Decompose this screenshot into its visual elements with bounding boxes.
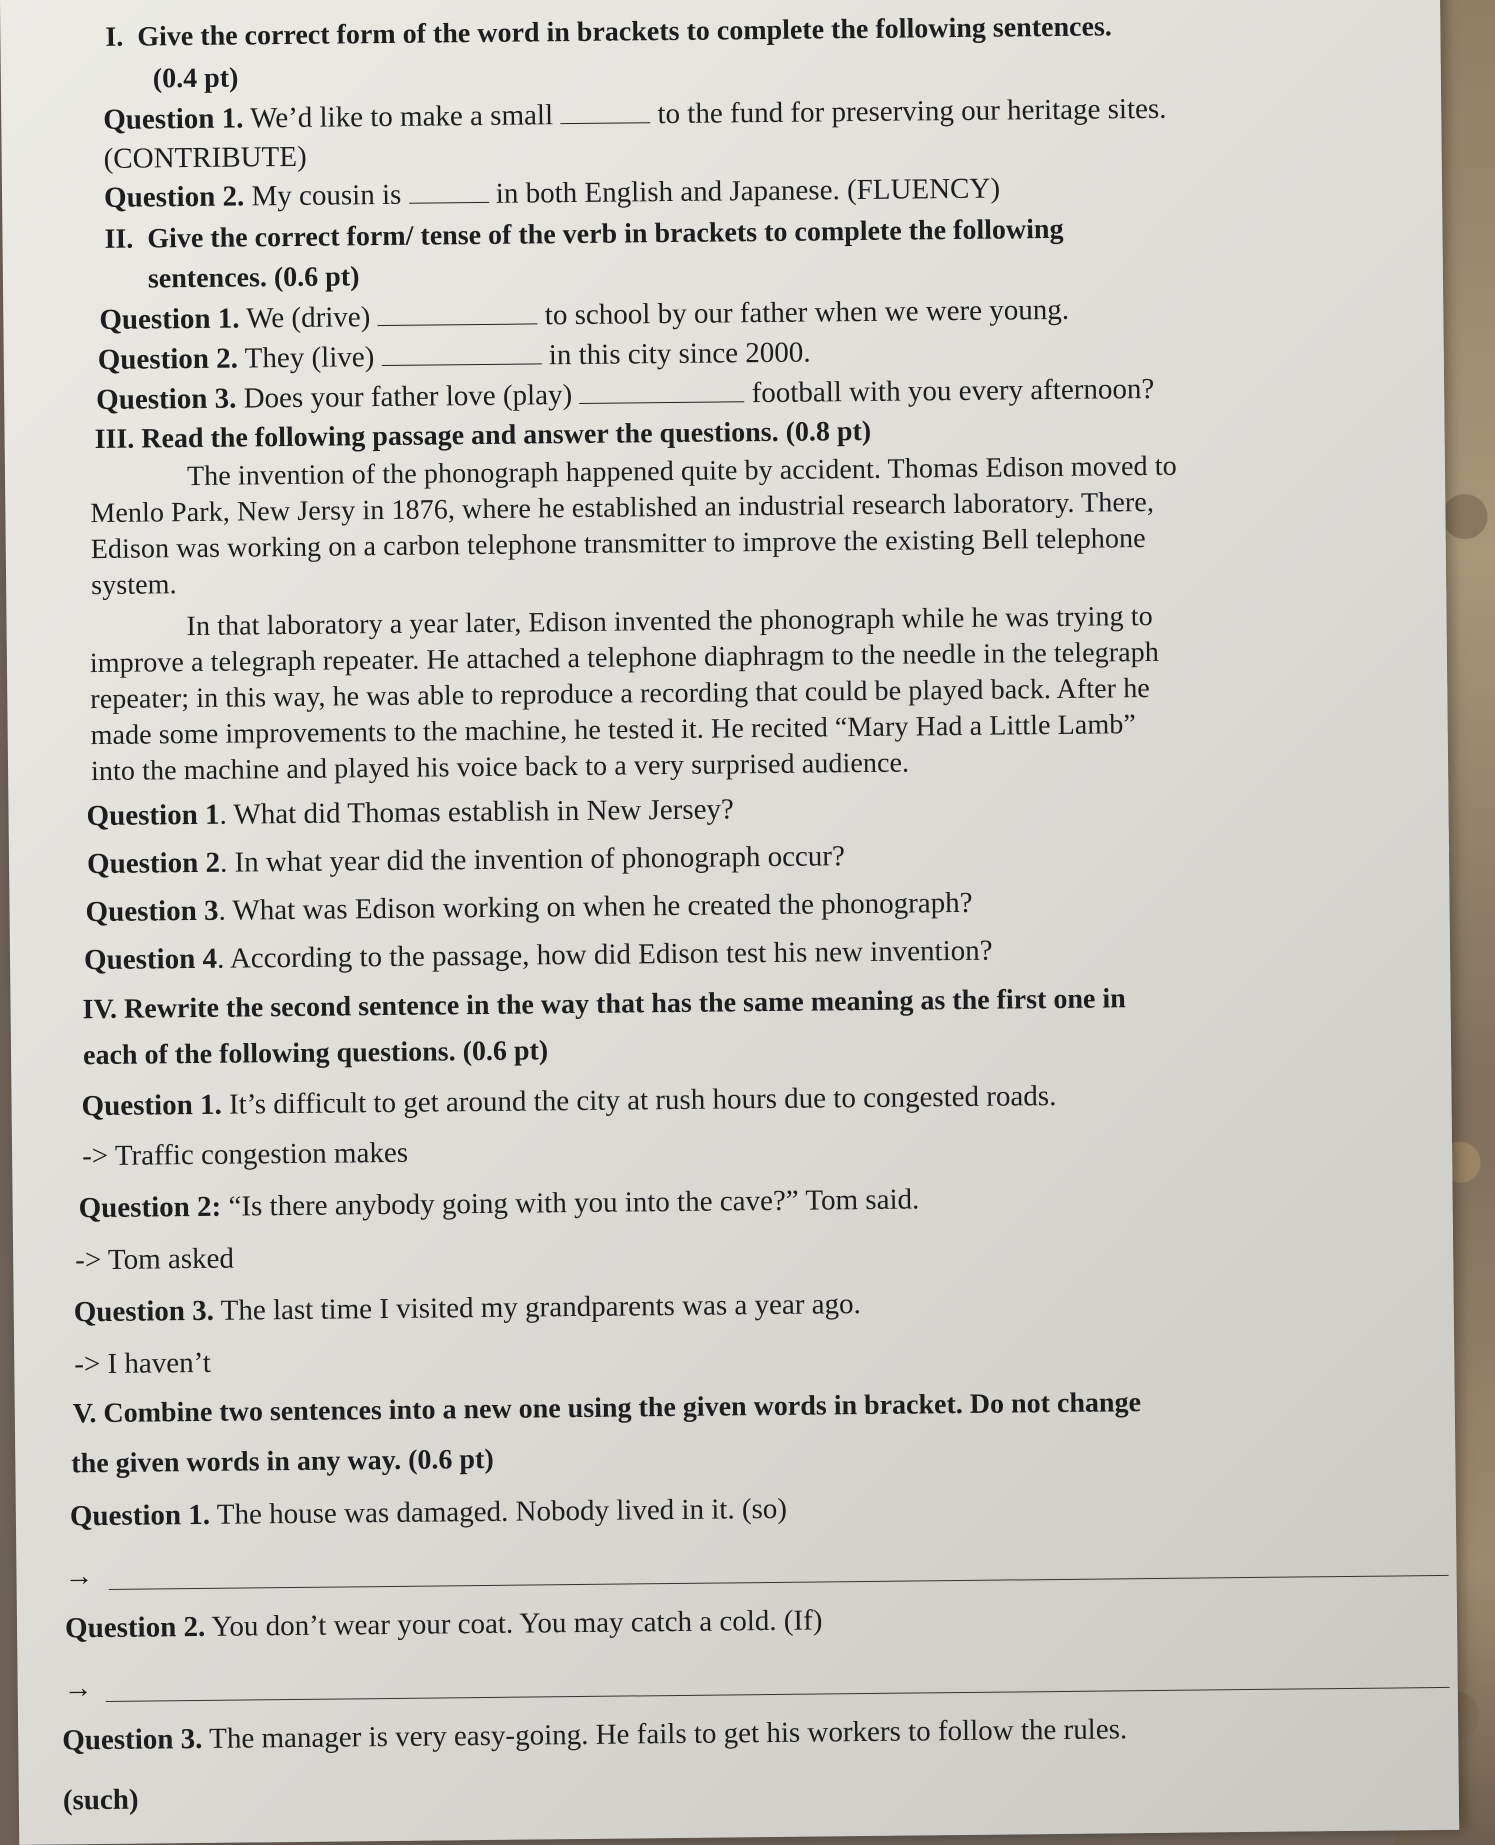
answer-blank[interactable] <box>408 180 488 204</box>
question-label: Question 3 <box>85 894 219 929</box>
question-text: “Is there anybody going with you into the cave?” Tom said. <box>228 1183 920 1223</box>
passage-p1-line2: Menlo Park, New Jersy in 1876, where he established an industrial research laboratory. There, <box>90 486 1155 530</box>
passage-p1-line3: Edison was working on a carbon telephone transmitter to improve the existing Bell telephone <box>90 523 1146 566</box>
question-label: Question 2. <box>97 342 239 376</box>
section-1-points: (0.4 pt) <box>152 62 239 95</box>
question-text: My cousin is <box>251 178 402 213</box>
s4-answer-3[interactable]: -> I haven’t <box>74 1346 212 1381</box>
question-label: Question 1. <box>81 1088 222 1123</box>
question-text: . According to the passage, how did Edison test his new invention? <box>216 934 993 975</box>
question-text: We (drive) <box>246 301 371 335</box>
s4-question-1 <box>81 1079 1056 1123</box>
s3-question-3 <box>85 886 972 929</box>
passage-p2-line3: repeater; in this way, he was able to reproduce a recording that could be played back. After he <box>90 672 1151 716</box>
s3-question-2 <box>87 839 845 881</box>
question-text: The house was damaged. Nobody lived in it. (so) <box>216 1492 788 1531</box>
passage-p1-line1: The invention of the phonograph happened quite by accident. Thomas Edison moved to <box>186 450 1177 493</box>
question-text: You don’t wear your coat. You may catch a cold. (If) <box>211 1604 823 1643</box>
question-text: to school by our father when we were young. <box>544 293 1070 332</box>
section-5-heading-line2: the given words in any way. (0.6 pt) <box>71 1443 494 1480</box>
s1-question-1 <box>103 92 1167 137</box>
s2-question-2 <box>98 336 811 377</box>
question-label: Question 3. <box>62 1722 203 1757</box>
section-5-heading: V. Combine two sentences into a new one using the given words in bracket. Do not change <box>72 1387 1142 1430</box>
passage-p2-line1: In that laboratory a year later, Edison invented the phonograph while he was trying to <box>186 600 1153 643</box>
s1-question-2 <box>104 172 1000 215</box>
s4-answer-1[interactable]: -> Traffic congestion makes <box>81 1136 409 1173</box>
question-label: Question 3. <box>96 382 237 417</box>
question-label: Question 3. <box>73 1294 215 1329</box>
s4-question-2 <box>78 1182 919 1225</box>
question-text: The last time I visited my grandparents was a year ago. <box>220 1288 862 1327</box>
s4-question-3 <box>74 1287 861 1329</box>
question-label: Question 2: <box>78 1190 222 1225</box>
section-1-heading: I. Give the correct form of the word in brackets to complete the following sentences. <box>105 11 1112 53</box>
s4-answer-2[interactable]: -> Tom asked <box>75 1242 235 1277</box>
section-2-heading-line2: sentences. (0.6 pt) <box>147 261 360 295</box>
question-label: Question 1. <box>69 1498 211 1533</box>
answer-blank[interactable] <box>560 100 650 124</box>
passage-p2-line5: into the machine and played his voice back to a very surprised audience. <box>90 747 910 788</box>
passage-p2-line2: improve a telegraph repeater. He attached a telephone diaphragm to the needle in the telegraph <box>89 636 1160 680</box>
s5-answer-line-1[interactable] <box>109 1575 1449 1590</box>
answer-blank[interactable] <box>381 341 541 366</box>
s5-question-2 <box>65 1603 823 1645</box>
question-text: It’s difficult to get around the city at rush hours due to congested roads. <box>228 1079 1057 1121</box>
question-label: Question 1. <box>99 302 240 336</box>
question-text: They (live) <box>244 341 375 375</box>
section-2-heading: II. Give the correct form/ tense of the verb in brackets to complete the following <box>104 213 1064 255</box>
question-label: Question 2. <box>103 180 245 214</box>
section-3-heading: III. Read the following passage and answer the questions. (0.8 pt) <box>94 415 872 456</box>
passage-p2-line4: made some improvements to the machine, he tested it. He recited “Mary Had a Little Lamb” <box>90 709 1137 752</box>
answer-blank[interactable] <box>377 301 537 326</box>
s5-question-3 <box>62 1712 1127 1757</box>
question-text: in both English and Japanese. (FLUENCY) <box>495 172 1001 210</box>
question-text: The manager is very easy-going. He fails to get his workers to follow the rules. <box>208 1713 1128 1755</box>
section-4-heading-line2: each of the following questions. (0.6 pt) <box>82 1035 549 1072</box>
s2-question-1 <box>99 293 1069 337</box>
question-text: football with you every afternoon? <box>751 372 1155 410</box>
question-label: Question 2 <box>86 846 221 881</box>
s5-answer-line-2[interactable] <box>106 1687 1450 1702</box>
answer-blank[interactable] <box>579 379 744 404</box>
question-text: . What did Thomas establish in New Jersey? <box>219 793 735 831</box>
passage-p1-line4: system. <box>90 569 177 602</box>
question-text: . In what year did the invention of phonograph occur? <box>219 840 846 879</box>
question-text: We’d like to make a small <box>250 99 554 135</box>
question-label: Question 2. <box>64 1610 206 1645</box>
s5-question-1 <box>70 1492 787 1534</box>
question-text: Does your father love (play) <box>243 379 573 415</box>
question-text: to the fund for preserving our heritage sites. <box>657 92 1167 131</box>
section-4-heading: IV. Rewrite the second sentence in the way that has the same meaning as the first one in <box>82 983 1126 1026</box>
s3-question-1 <box>86 792 734 833</box>
arrow-icon: → <box>63 1672 93 1705</box>
s1-question-1-word: (CONTRIBUTE) <box>103 140 307 175</box>
question-text: . What was Edison working on when he created the phonograph? <box>218 886 973 927</box>
question-label: Question 1 <box>86 798 220 833</box>
s2-question-3 <box>96 372 1154 417</box>
question-text: in this city since 2000. <box>548 336 811 372</box>
s3-question-4 <box>84 934 993 978</box>
question-label: Question 4 <box>83 942 218 977</box>
arrow-icon: → <box>64 1560 94 1593</box>
s5-question-3-word: (such) <box>62 1783 139 1817</box>
question-label: Question 1. <box>103 102 244 136</box>
